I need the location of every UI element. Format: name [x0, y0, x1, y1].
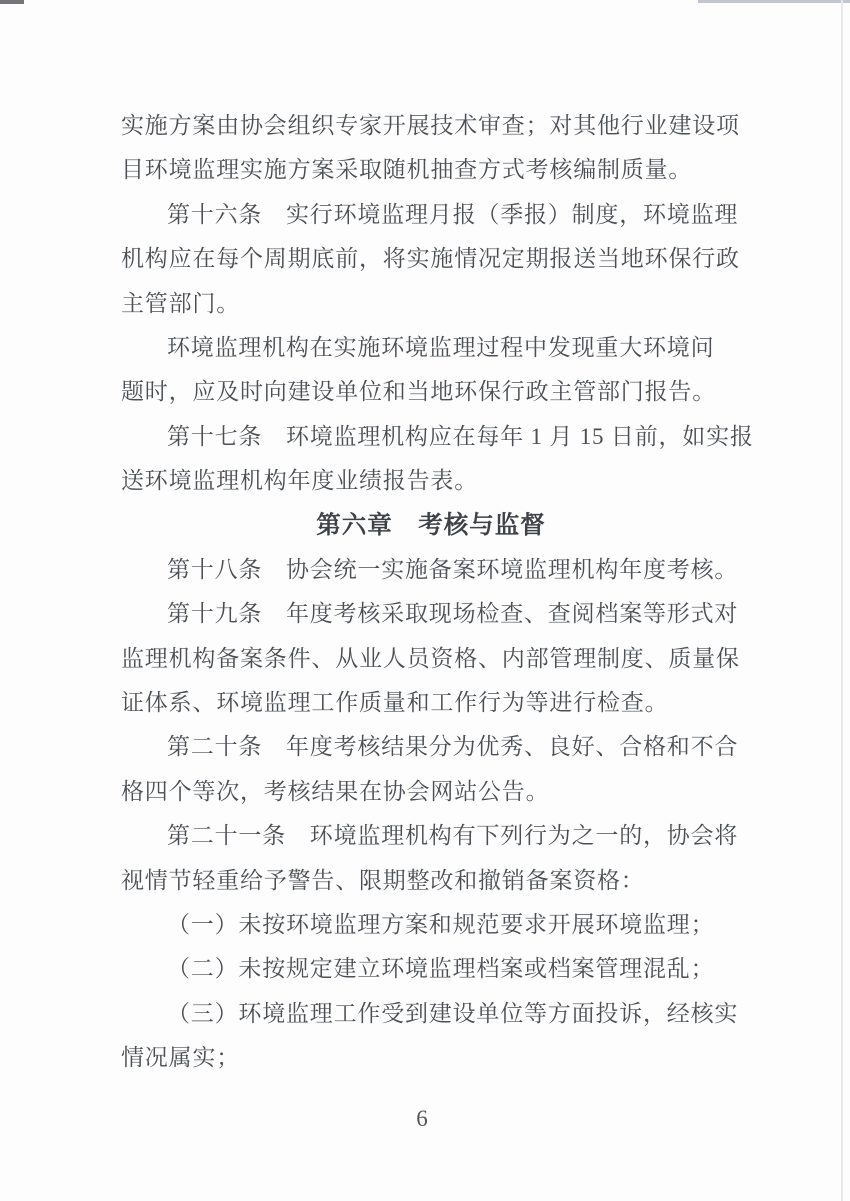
- text-line: （三）环境监理工作受到建设单位等方面投诉，经核实: [167, 1000, 739, 1026]
- text-line: （一）未按环境监理方案和规范要求开展环境监理；: [167, 912, 715, 938]
- text-line: 环境监理机构在实施环境监理过程中发现重大环境问: [167, 334, 715, 360]
- page-number: 6: [416, 1106, 428, 1131]
- scan-artifact-top-right: [698, 0, 850, 3]
- text-line: 题时，应及时向建设单位和当地环保行政主管部门报告。: [121, 379, 716, 405]
- text-line: 目环境监理实施方案采取随机抽查方式考核编制质量。: [121, 157, 693, 183]
- text-line: 第十九条 年度考核采取现场检查、查阅档案等形式对: [167, 601, 739, 627]
- chapter-heading: 第六章 考核与监督: [316, 511, 546, 539]
- document-text-block: [121, 104, 754, 1081]
- text-line: 情况属实；: [121, 1045, 240, 1071]
- text-line: 第十六条 实行环境监理月报（季报）制度，环境监理: [167, 201, 739, 227]
- text-line: 第十七条 环境监理机构应在每年 1 月 15 日前，如实报: [167, 423, 754, 449]
- text-line: 机构应在每个周期底前，将实施情况定期报送当地环保行政: [121, 246, 740, 272]
- text-line: （二）未按规定建立环境监理档案或档案管理混乱；: [167, 956, 715, 982]
- text-line: 监理机构备案条件、从业人员资格、内部管理制度、质量保: [121, 645, 740, 671]
- text-line: 格四个等次，考核结果在协会网站公告。: [121, 778, 550, 804]
- text-line: 视情节轻重给予警告、限期整改和撤销备案资格：: [121, 867, 645, 893]
- text-line: 第十八条 协会统一实施备案环境监理机构年度考核。: [167, 556, 739, 582]
- text-line: 送环境监理机构年度业绩报告表。: [121, 468, 478, 494]
- scan-artifact-top-left: [0, 0, 24, 4]
- text-line: 主管部门。: [121, 290, 240, 316]
- text-line: 证体系、环境监理工作质量和工作行为等进行检查。: [121, 690, 669, 716]
- text-line: 第二十条 年度考核结果分为优秀、良好、合格和不合: [167, 734, 739, 760]
- scan-edge-line-right: [841, 0, 843, 1201]
- text-line: 第二十一条 环境监理机构有下列行为之一的，协会将: [167, 823, 739, 849]
- text-line: 实施方案由协会组织专家开展技术审查；对其他行业建设项: [121, 113, 740, 138]
